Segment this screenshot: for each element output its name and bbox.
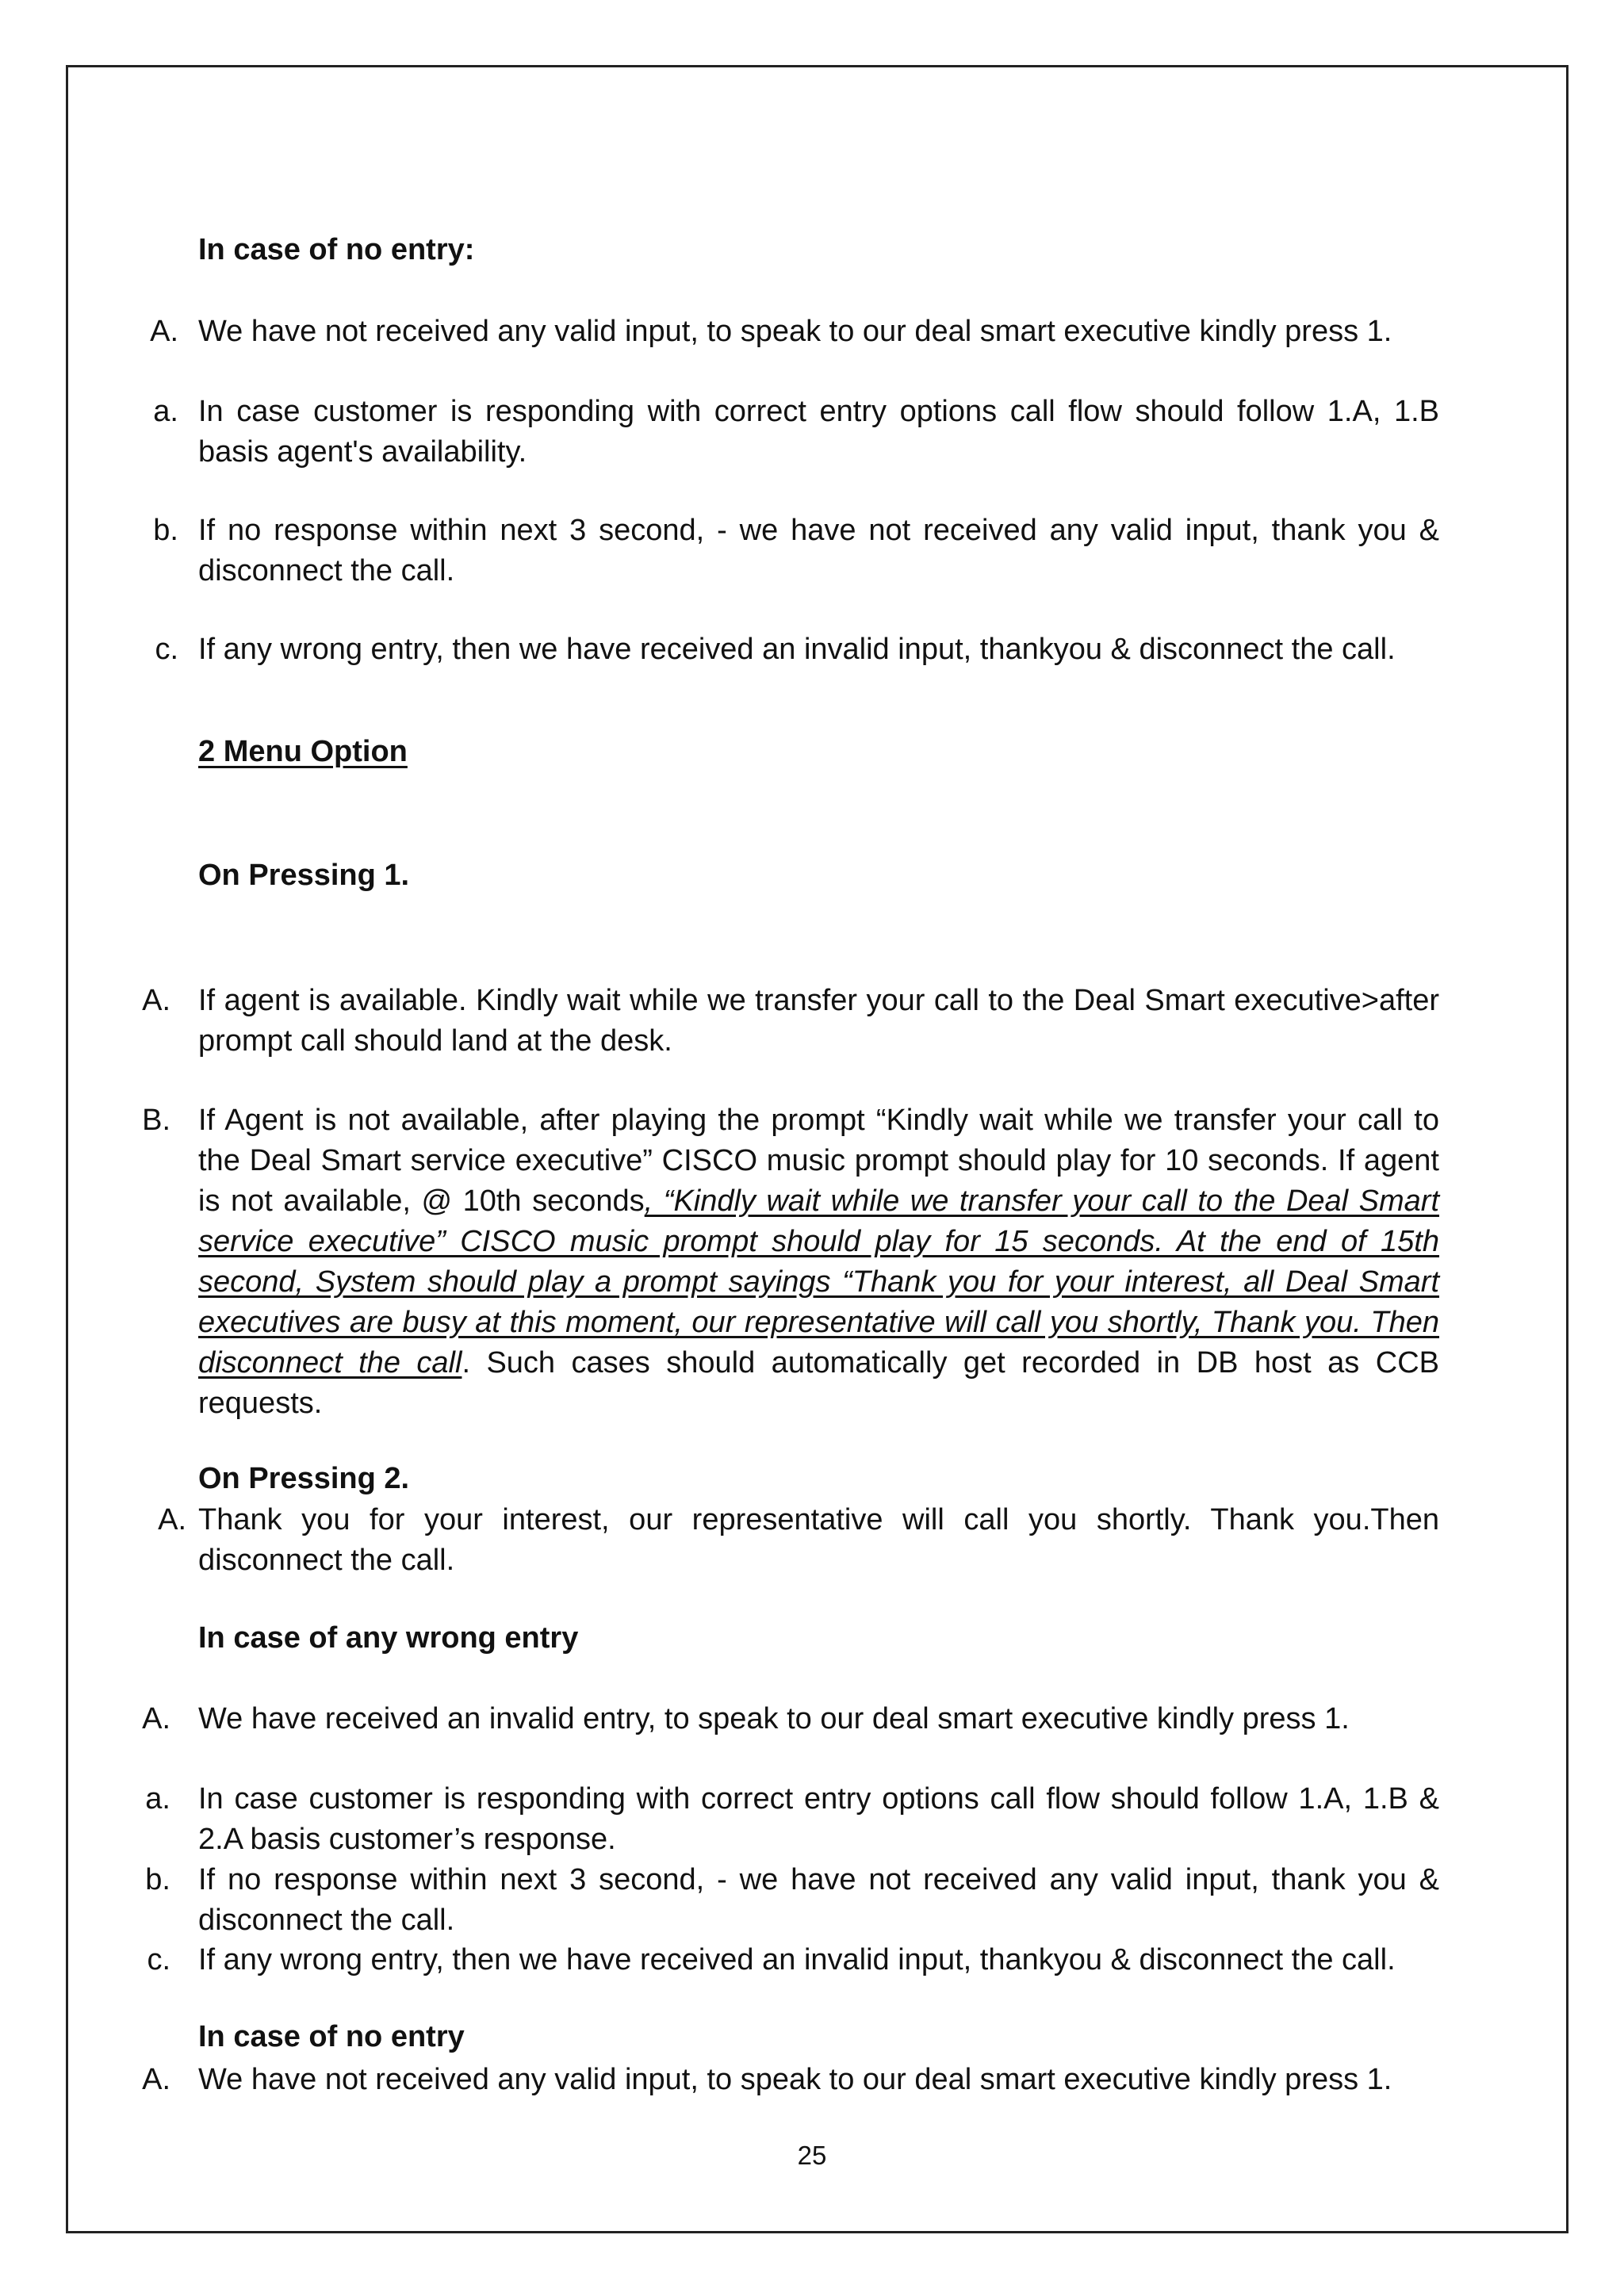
list-text: If any wrong entry, then we have received an invalid input, thankyou & disconnect the call. — [198, 1943, 1396, 1976]
list-item — [153, 511, 1439, 591]
list-text: In case customer is responding with correct entry options call flow should follow 1.A, 1.B basis agent's availability. — [198, 395, 1439, 469]
list-item — [142, 2060, 1439, 2100]
heading-menu-option: 2 Menu Option — [198, 735, 408, 768]
list-marker: a. — [145, 1782, 170, 1816]
heading-on-pressing-2: On Pressing 2. — [198, 1462, 410, 1495]
list-marker: A. — [158, 1503, 186, 1536]
list-item — [153, 392, 1439, 473]
list-marker: c. — [147, 1943, 170, 1976]
list-text: If no response within next 3 second, - we have not received any valid input, thank you & disconnect the call. — [198, 514, 1439, 587]
list-text — [198, 1100, 1439, 1424]
list-item — [150, 312, 1439, 352]
list-text: If any wrong entry, then we have received an invalid input, thankyou & disconnect the call. — [198, 633, 1396, 666]
list-item — [147, 1940, 1439, 1980]
heading-no-entry: In case of no entry: — [198, 233, 475, 266]
list-item — [145, 1779, 1439, 1860]
heading-wrong-entry: In case of any wrong entry — [198, 1621, 579, 1655]
list-marker: b. — [153, 514, 178, 547]
list-marker: b. — [145, 1863, 170, 1896]
list-item — [142, 1699, 1439, 1739]
list-item — [155, 629, 1439, 670]
list-item — [142, 981, 1439, 1062]
heading-on-pressing-1: On Pressing 1. — [198, 859, 410, 892]
list-item — [158, 1500, 1439, 1581]
page-number: 25 — [797, 2141, 827, 2170]
list-text: If agent is available. Kindly wait while we transfer your call to the Deal Smart executive>after prompt call should land at the desk. — [198, 984, 1439, 1058]
list-marker: a. — [153, 395, 178, 428]
list-text: In case customer is responding with correct entry options call flow should follow 1.A, 1.B & 2.A basis customer’s response. — [198, 1782, 1439, 1856]
list-item — [142, 1100, 1439, 1424]
list-marker: A. — [150, 315, 178, 348]
text-plain: . Such cases should automatically get recorded in DB host as CCB requests. — [198, 1346, 1439, 1420]
text-plain: If Agent is not available, after playing the prompt “Kindly wait while we transfer your call to the Deal Smart service executive” CISCO music prompt should play for 10 seconds. If agent is not available, @ 10th seconds — [198, 1104, 1439, 1218]
list-text: We have not received any valid input, to speak to our deal smart executive kindly press 1. — [198, 315, 1392, 348]
heading-no-entry-2: In case of no entry — [198, 2020, 465, 2053]
list-text: We have not received any valid input, to speak to our deal smart executive kindly press 1. — [198, 2063, 1392, 2096]
list-marker: B. — [142, 1104, 170, 1137]
list-text: We have received an invalid entry, to speak to our deal smart executive kindly press 1. — [198, 1702, 1350, 1735]
list-item — [145, 1860, 1439, 1941]
list-marker: A. — [142, 2063, 170, 2096]
list-marker: A. — [142, 984, 170, 1017]
text-underlined-italic: , “Kindly wait while we transfer your call to the Deal Smart service executive” CISCO music prompt should play for 15 seconds. At the end of 15th second, System should play a prompt sayings “Thank you for your interest, all Deal Smart executives are busy at this moment, our representative will call you shortly, Thank you. Then disconnect the call — [198, 1184, 1439, 1380]
list-text: Thank you for your interest, our representative will call you shortly. Thank you.Then disconnect the call. — [198, 1503, 1439, 1577]
list-marker: A. — [142, 1702, 170, 1735]
list-marker: c. — [155, 633, 178, 666]
list-text: If no response within next 3 second, - we have not received any valid input, thank you & disconnect the call. — [198, 1863, 1439, 1937]
